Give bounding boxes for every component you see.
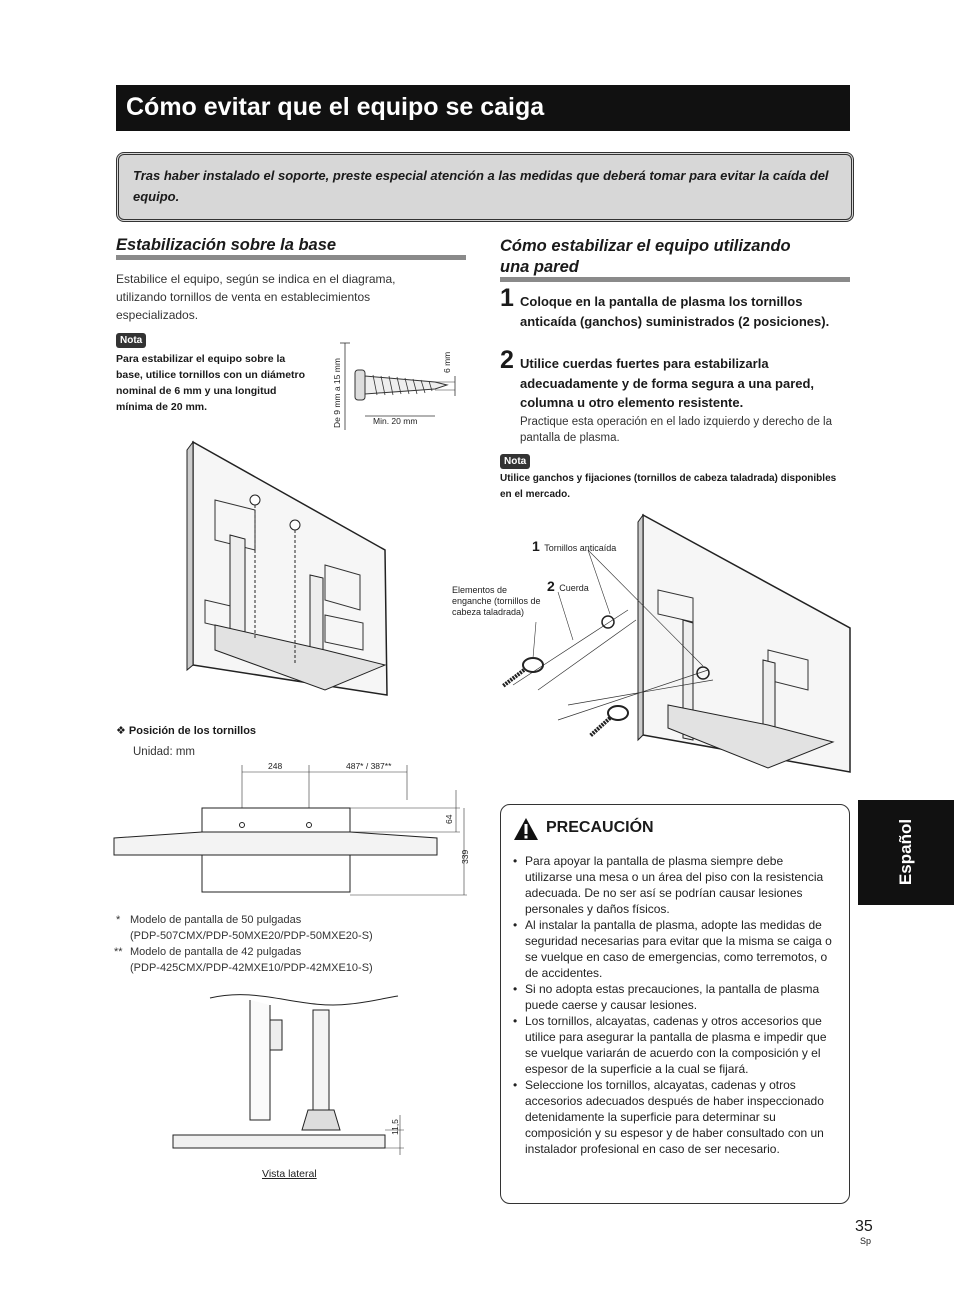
- step2-text: Utilice cuerdas fuertes para estabilizarla adecuadamente y de forma segura a una pared, columna u otro elemento resistente.: [520, 356, 815, 410]
- step2-number: 2: [500, 346, 514, 374]
- diamond-bullet-icon: ❖: [116, 725, 129, 737]
- caution-item: • Al instalar la pantalla de plasma, adopte las medidas de seguridad necesarias para evitar que la misma se caiga o se vuelque en caso de emergencias, como terremotos, o de accidentes.: [513, 917, 833, 981]
- callout3-line2: enganche (tornillos de: [452, 596, 541, 606]
- footnote-50-line1: Modelo de pantalla de 50 pulgadas: [130, 914, 302, 926]
- callout3-line1: Elementos de: [452, 585, 508, 595]
- screw-dim-length: De 9 mm a 15 mm: [332, 358, 342, 428]
- caution-list: [513, 853, 833, 1157]
- side-view-label: Vista lateral: [262, 1168, 317, 1180]
- screw-pos-heading: Posición de los tornillos: [128, 725, 257, 737]
- page-number: 35: [855, 1218, 873, 1235]
- caution-item: • Los tornillos, alcayatas, cadenas y otros accesorios que utilice para asegurar la pantalla de plasma e impedir que se vuelque variarán de acuerdo con la composición y el espesor de la superficie a la cual se fijará.: [513, 1013, 833, 1077]
- caution-item: • Para apoyar la pantalla de plasma siempre debe utilizarse una mesa o un área del piso con la resistencia adecuada. De no ser así se podrían causar lesiones personales y daños físicos.: [513, 853, 833, 917]
- step2-subtext: Practique esta operación en el lado izquierdo y derecho de la pantalla de plasma.: [520, 416, 832, 444]
- screw-diagram: [325, 338, 465, 433]
- screw-position-diagram: [112, 760, 472, 900]
- page-title-bar: [116, 85, 850, 131]
- left-body-text: Estabilice el equipo, según se indica en el diagrama, utilizando tornillos de venta en establecimientos especializados.: [116, 272, 396, 322]
- footnote-50-line2: (PDP-507CMX/PDP-50MXE20/PDP-50MXE20-S): [130, 930, 373, 942]
- intro-text: Tras haber instalado el soporte, preste especial atención a las medidas que deberá tomar para evitar la caída del equipo.: [133, 168, 829, 204]
- language-tab-label: Español: [896, 818, 915, 886]
- page-lang-code: Sp: [860, 1236, 872, 1246]
- warning-triangle-icon: [513, 817, 539, 841]
- page-title: Cómo evitar que el equipo se caiga: [126, 93, 545, 121]
- dim-339: 339: [460, 849, 470, 864]
- callout1-text: Tornillos anticaída: [544, 543, 617, 553]
- callout-anti-fall-screws: [532, 538, 616, 556]
- step1-number: 1: [500, 284, 514, 312]
- footnotes: [116, 912, 446, 976]
- dim-11-5: 11,5: [390, 1119, 400, 1135]
- side-view-diagram: [170, 990, 410, 1160]
- screw-dim-diameter: 6 mm: [442, 351, 452, 373]
- right-nota-text: Utilice ganchos y fijaciones (tornillos de cabeza taladrada) disponibles en el mercado.: [500, 473, 837, 500]
- callout1-num: 1: [532, 538, 540, 554]
- callout3-line3: cabeza taladrada): [452, 607, 525, 617]
- footnote-42-line1: Modelo de pantalla de 42 pulgadas: [130, 946, 302, 958]
- footnote-42: [116, 944, 446, 976]
- step1-text: Coloque en la pantalla de plasma los tornillos anticaída (ganchos) suministrados (2 posiciones).: [520, 294, 830, 329]
- left-section-heading: Estabilización sobre la base: [116, 236, 337, 254]
- tv-stand-diagram: [185, 440, 405, 700]
- screw-pos-heading-row: [116, 724, 256, 737]
- dim-248: 248: [268, 761, 283, 771]
- callout2-text: Cuerda: [559, 583, 589, 593]
- right-heading-line2: una pared: [500, 258, 579, 276]
- footnote-42-mark: **: [114, 946, 123, 958]
- footnote-42-line2: (PDP-425CMX/PDP-42MXE10/PDP-42MXE10-S): [130, 962, 373, 974]
- left-nota-text: Para estabilizar el equipo sobre la base, utilice tornillos con un diámetro nominal de 6 mm y una longitud mínima de 20 mm.: [116, 353, 306, 413]
- footnote-50: [116, 912, 446, 944]
- dim-64: 64: [444, 814, 454, 824]
- caution-box: [500, 804, 850, 1204]
- callout2-num: 2: [547, 578, 555, 594]
- callout-rope: [547, 578, 589, 596]
- left-nota-badge: Nota: [116, 333, 146, 348]
- intro-box: [116, 152, 854, 222]
- caution-item: • Si no adopta estas precauciones, la pantalla de plasma puede caerse y causar lesiones.: [513, 981, 833, 1013]
- language-tab: [858, 800, 954, 905]
- right-heading-line1: Cómo estabilizar el equipo utilizando: [500, 237, 791, 255]
- footnote-50-mark: *: [116, 914, 121, 926]
- dim-487: 487* / 387**: [346, 761, 392, 771]
- left-heading-rule: [116, 255, 466, 260]
- caution-title: PRECAUCIÓN: [546, 819, 654, 836]
- right-section-heading: [500, 236, 850, 278]
- caution-item: • Seleccione los tornillos, alcayatas, cadenas y otros accesorios adecuados después de haber inspeccionado detenidamente la superficie para determinar su composición y su espesor y de haber consultado con un instalador profesional en caso de ser necesario.: [513, 1077, 833, 1157]
- screw-pos-unit: Unidad: mm: [133, 746, 195, 758]
- right-nota-badge: Nota: [500, 454, 530, 469]
- screw-dim-min: Min. 20 mm: [373, 416, 418, 426]
- callout-hooks: [452, 585, 541, 618]
- right-heading-rule: [500, 277, 850, 282]
